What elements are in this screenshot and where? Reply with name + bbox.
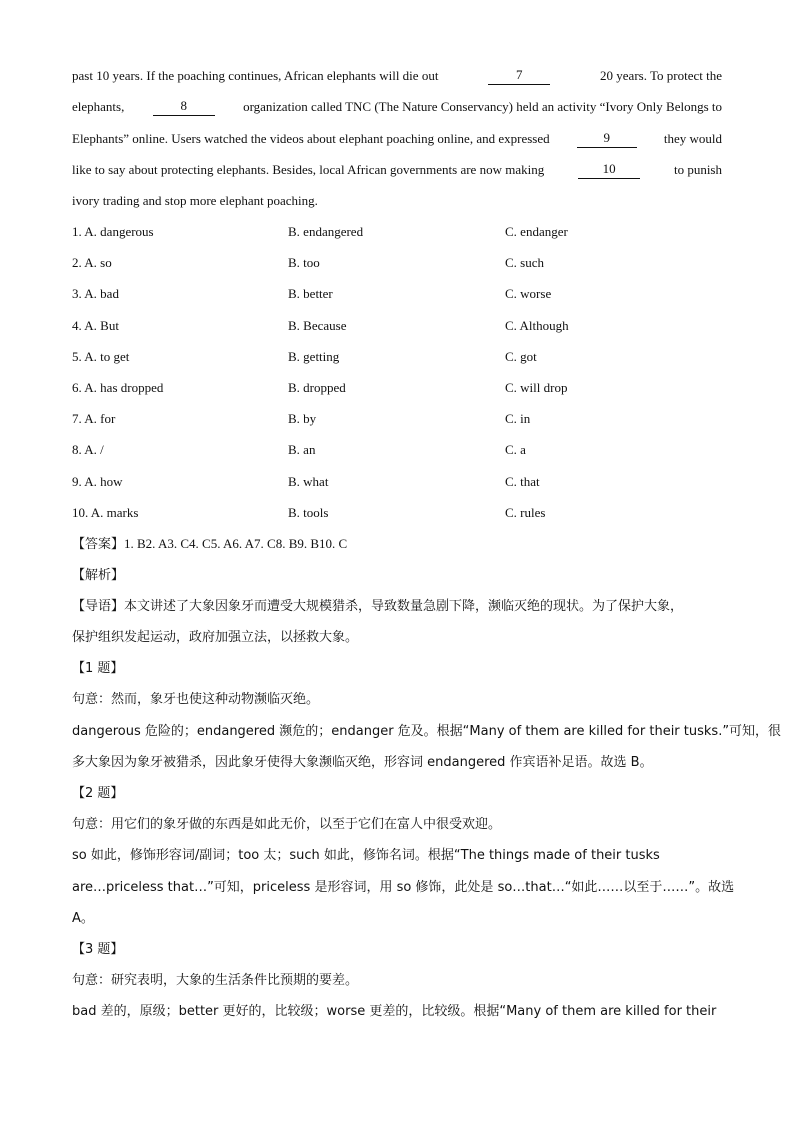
question-1-meaning: 句意：然而，象牙也使这种动物濒临灭绝。	[72, 692, 320, 707]
passage-text: past 10 years. If the poaching continues, African elephants will die out	[72, 68, 439, 83]
option-9-a: 9. A. how	[72, 473, 123, 489]
option-10-c: C. rules	[505, 504, 546, 520]
option-7-a: 7. A. for	[72, 411, 116, 427]
passage-text: organization called TNC (The Nature Conservancy) held an activity “Ivory Only Belongs to	[243, 99, 722, 114]
option-6-b: B. dropped	[288, 380, 346, 395]
option-2-a: 2. A. so	[72, 255, 112, 271]
guide-line-2: 保护组织发起运动，政府加强立法，以拯救大象。	[72, 630, 359, 645]
option-10-b: B. tools	[288, 504, 329, 520]
answer-line	[72, 535, 347, 554]
question-1-explanation: dangerous 危险的；endangered 濒危的；endanger 危及。根据“Many of them are killed for their tusks.”可知，很	[72, 724, 782, 739]
option-8-c: C. a	[505, 442, 526, 458]
question-2-heading: 【2 题】	[72, 786, 124, 801]
option-4-b: B. Because	[288, 317, 347, 333]
passage-line-5: ivory trading and stop more elephant poaching.	[72, 193, 318, 208]
option-5-c: C. got	[505, 348, 537, 364]
option-2-b: B. too	[288, 255, 320, 271]
passage-text: 20 years. To protect the	[600, 68, 722, 83]
question-3-meaning: 句意：研究表明，大象的生活条件比预期的要差。	[72, 973, 359, 988]
question-3-explanation: bad 差的，原级；better 更好的，比较级；worse 更差的，比较级。根据“Many of them are killed for their	[72, 1004, 717, 1019]
option-5-a: 5. A. to get	[72, 348, 130, 364]
passage-line-4	[72, 161, 722, 179]
answer-label: 【答案】	[72, 537, 125, 552]
question-2-meaning: 句意：用它们的象牙做的东西是如此无价，以至于它们在富人中很受欢迎。	[72, 817, 502, 832]
option-3-a: 3. A. bad	[72, 286, 119, 302]
answer-blank-8: 8	[153, 98, 215, 116]
guide-line-1: 【导语】本文讲述了大象因象牙而遭受大规模猎杀，导致数量急剧下降，濒临灭绝的现状。为了保护大象，	[72, 599, 684, 614]
passage-text: elephants,	[72, 99, 125, 114]
option-9-c: C. that	[505, 473, 540, 489]
option-1-b: B. endangered	[288, 224, 364, 239]
option-4-c: C. Although	[505, 317, 569, 333]
option-6-a: 6. A. has dropped	[72, 380, 164, 395]
option-6-c: C. will drop	[505, 380, 568, 395]
option-8-b: B. an	[288, 442, 316, 458]
passage-line-2	[72, 98, 722, 116]
option-3-b: B. better	[288, 286, 333, 302]
answer-text: 1. B2. A3. C4. C5. A6. A7. C8. B9. B10. C	[124, 536, 348, 551]
option-7-b: B. by	[288, 411, 317, 427]
analysis-label: 【解析】	[72, 568, 125, 583]
question-1-heading: 【1 题】	[72, 661, 124, 676]
question-2-explanation: are…priceless that…”可知，priceless 是形容词，用 so 修饰，此处是 so…that…“如此……以至于……”。故选	[72, 880, 735, 895]
passage-text: to punish	[673, 162, 722, 177]
passage-text: like to say about protecting elephants. Besides, local African governments are now making	[72, 162, 545, 177]
option-1-c: C. endanger	[505, 224, 568, 239]
answer-blank-10: 10	[578, 161, 640, 179]
option-5-b: B. getting	[288, 348, 340, 364]
option-10-a: 10. A. marks	[72, 504, 139, 520]
option-2-c: C. such	[505, 255, 544, 271]
question-3-heading: 【3 题】	[72, 942, 124, 957]
option-1-a: 1. A. dangerous	[72, 224, 154, 239]
question-1-explanation: 多大象因为象牙被猎杀，因此象牙使得大象濒临灭绝，形容词 endangered 作宾语补足语。故选 B。	[72, 755, 653, 770]
passage-line-1	[72, 67, 722, 85]
question-2-explanation: A。	[72, 911, 94, 926]
answer-blank-9: 9	[577, 130, 637, 148]
passage-text: Elephants” online. Users watched the videos about elephant poaching online, and expressed	[72, 131, 550, 146]
passage-text: they would	[663, 131, 722, 146]
option-3-c: C. worse	[505, 286, 552, 302]
option-4-a: 4. A. But	[72, 317, 119, 333]
option-8-a: 8. A. /	[72, 442, 104, 458]
option-7-c: C. in	[505, 411, 531, 427]
option-9-b: B. what	[288, 473, 329, 489]
answer-blank-7: 7	[488, 67, 550, 85]
question-2-explanation: so 如此，修饰形容词/副词；too 太；such 如此，修饰名词。根据“The things made of their tusks	[72, 848, 660, 863]
passage-line-3	[72, 130, 722, 148]
